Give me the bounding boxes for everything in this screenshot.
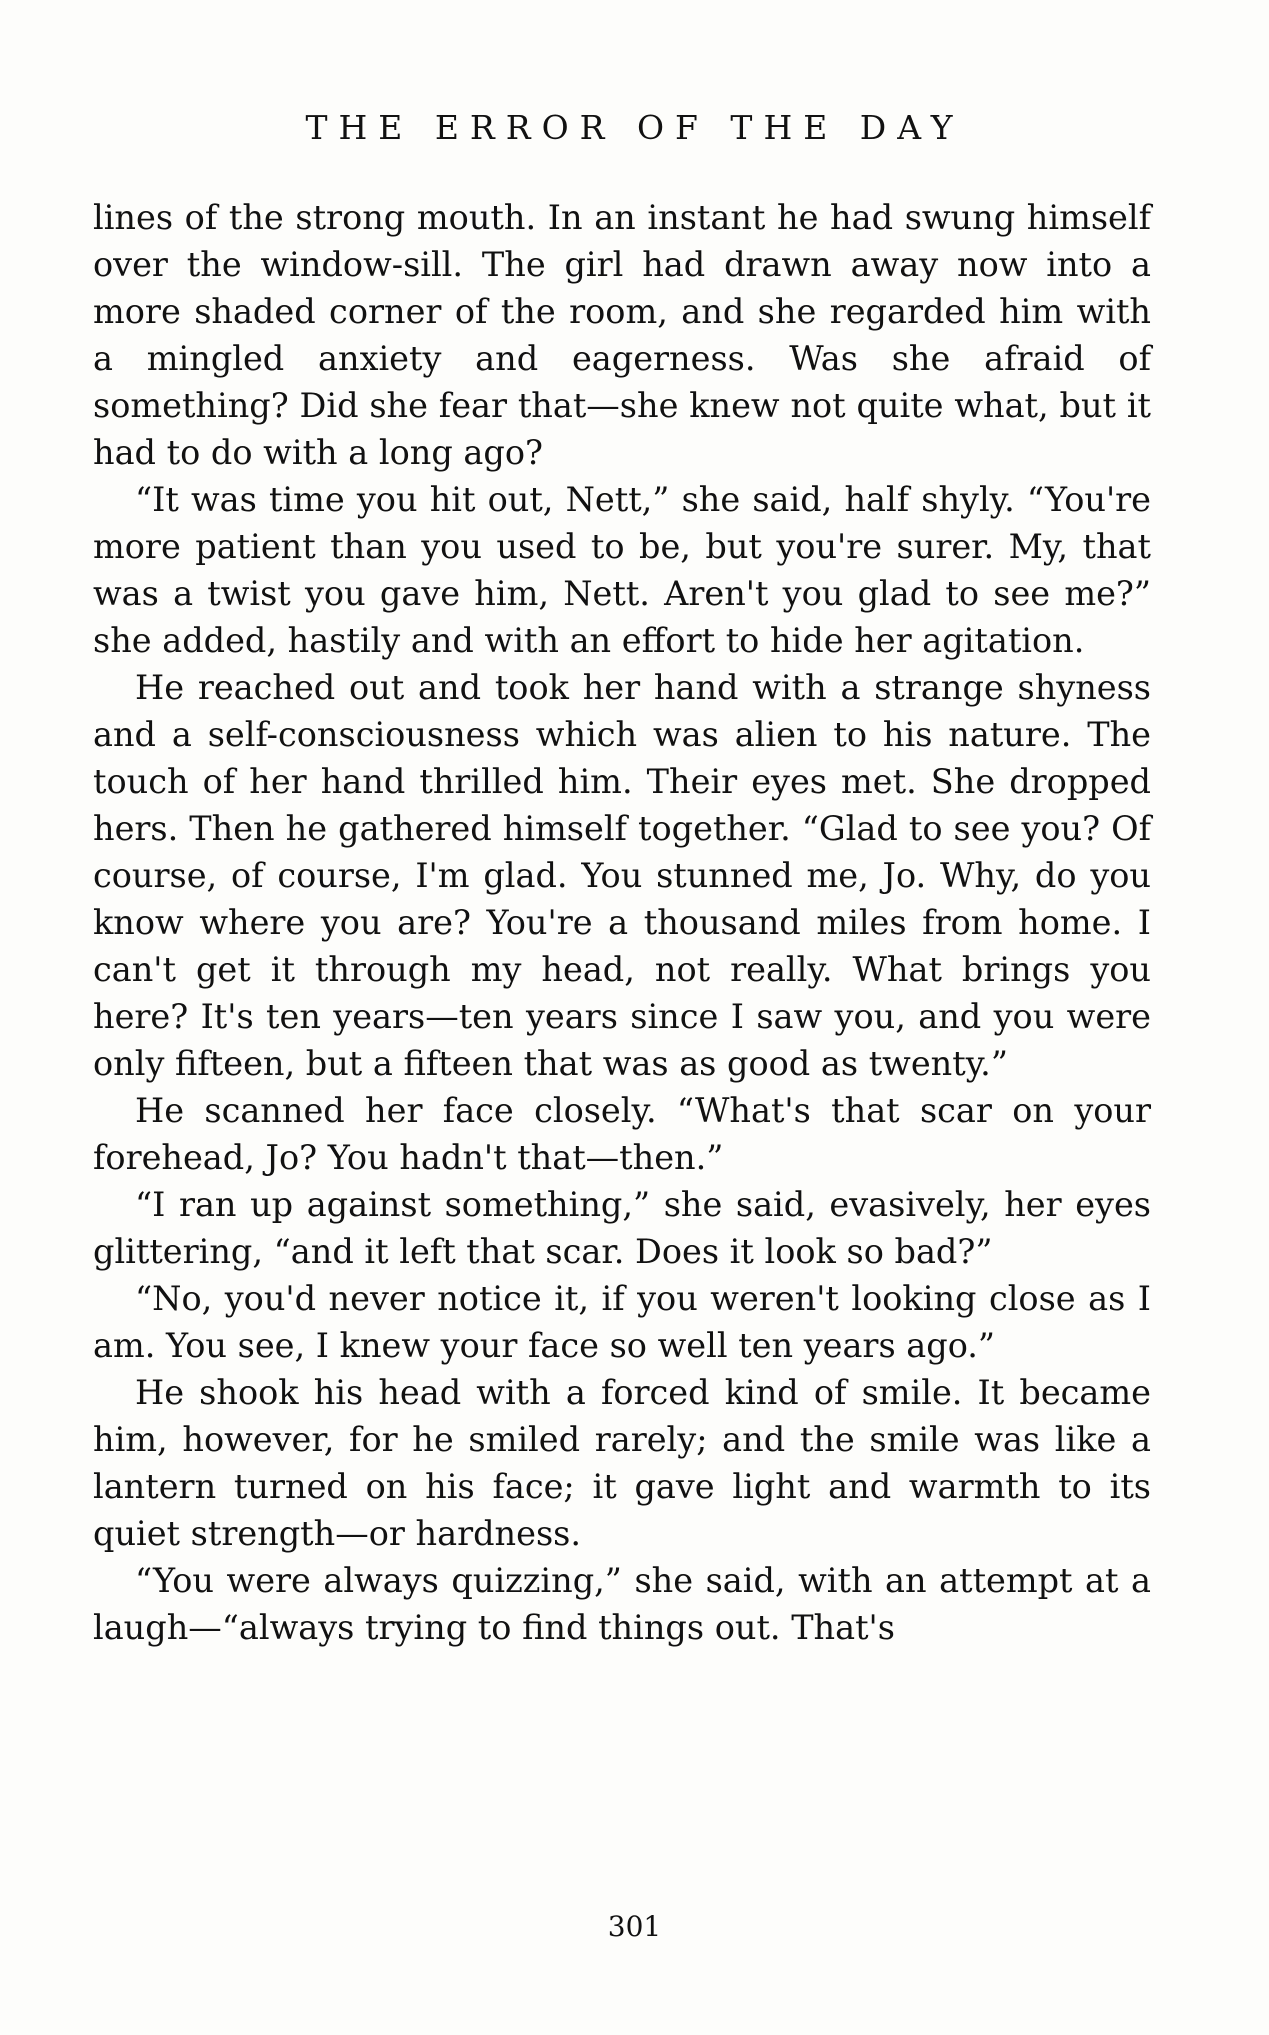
- paragraph: He reached out and took her hand with a strange shyness and a self-consciousness which was alien to his nature. The touch of her hand thrilled him. Their eyes met. She dropped hers. Then he gathered himself together. “Glad to see you? Of course, of course, I'm glad. You stunned me, Jo. Why, do you know where you are? You're a thousand miles from home. I can't get it through my head, not really. What brings you here? It's ten years—ten years since I saw you, and you were only fifteen, but a fifteen that was as good as twenty.”: [93, 668, 1151, 1083]
- page-number: 301: [607, 1910, 662, 1943]
- paragraph: He scanned her face closely. “What's that scar on your forehead, Jo? You hadn't that—then.”: [93, 1091, 1151, 1177]
- paragraph: “It was time you hit out, Nett,” she said, half shyly. “You're more patient than you used to be, but you're surer. My, that was a twist you gave him, Nett. Aren't you glad to see me?” she added, hastily and with an effort to hide her agitation.: [93, 480, 1151, 660]
- paragraph: “I ran up against something,” she said, evasively, her eyes glittering, “and it left that scar. Does it look so bad?”: [93, 1185, 1151, 1271]
- paragraph: “No, you'd never notice it, if you weren't looking close as I am. You see, I knew your face so well ten years ago.”: [93, 1279, 1151, 1365]
- paragraph: He shook his head with a forced kind of smile. It became him, however, for he smiled rarely; and the smile was like a lantern turned on his face; it gave light and warmth to its quiet strength—or hardness.: [93, 1373, 1151, 1553]
- paragraph: lines of the strong mouth. In an instant he had swung himself over the window-sill. The girl had drawn away now into a more shaded corner of the room, and she regarded him with a mingled anxiety and eagerness. Was she afraid of something? Did she fear that—she knew not quite what, but it had to do with a long ago?: [93, 198, 1151, 472]
- paragraph: “You were always quizzing,” she said, with an attempt at a laugh—“always trying to find things out. That's: [93, 1561, 1151, 1647]
- running-head: THE ERROR OF THE DAY: [305, 108, 964, 147]
- body-text: [93, 194, 1151, 1651]
